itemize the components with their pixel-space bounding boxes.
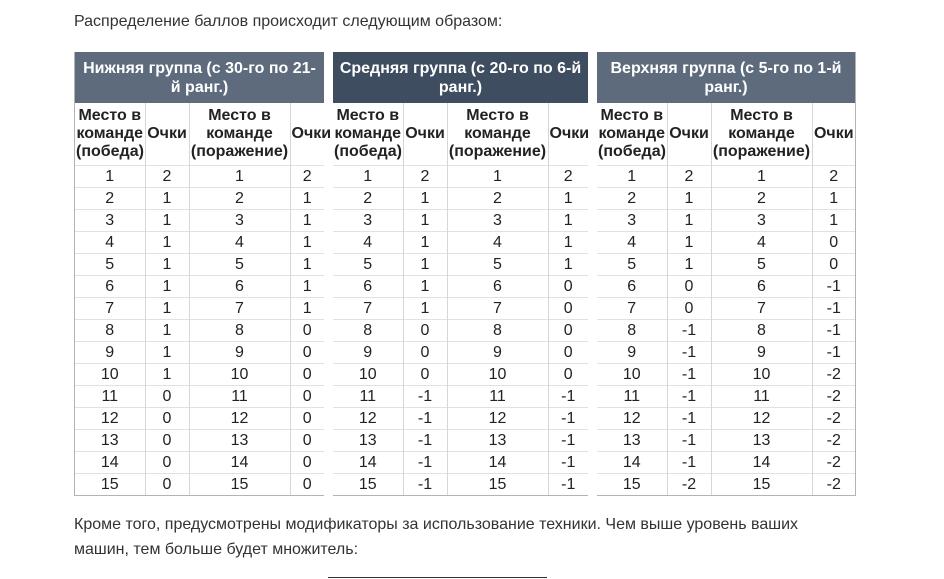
cell-place-loss: 6 [711, 276, 812, 298]
cell-points-win: 1 [145, 298, 189, 320]
cell-points-loss: -2 [812, 474, 855, 496]
cell-place-win: 8 [597, 320, 667, 342]
cell-place-win: 4 [75, 232, 145, 254]
table-row [75, 210, 324, 232]
cell-points-loss: 0 [548, 364, 588, 386]
cell-points-win: -2 [667, 474, 711, 496]
cell-points-loss: 1 [812, 210, 855, 232]
cell-place-win: 11 [597, 386, 667, 408]
cell-points-win: 0 [403, 320, 447, 342]
cell-place-win: 13 [597, 430, 667, 452]
col-place-win: Место в команде (победа) [333, 103, 403, 166]
table-row [597, 408, 855, 430]
table-row [597, 386, 855, 408]
cell-place-win: 4 [333, 232, 403, 254]
cell-place-loss: 11 [189, 386, 290, 408]
group-lower [74, 52, 333, 496]
cell-points-loss: -1 [812, 276, 855, 298]
cell-points-win: -1 [667, 364, 711, 386]
cell-place-win: 12 [75, 408, 145, 430]
cell-place-win: 8 [333, 320, 403, 342]
cell-place-loss: 1 [189, 166, 290, 188]
table-row [75, 320, 324, 342]
cell-place-win: 1 [75, 166, 145, 188]
cell-points-win: 0 [145, 474, 189, 496]
cell-place-loss: 15 [447, 474, 548, 496]
table-row [597, 254, 855, 276]
cell-place-loss: 7 [447, 298, 548, 320]
cell-points-loss: 0 [290, 452, 324, 474]
cell-points-win: 1 [145, 320, 189, 342]
cell-points-win: -1 [667, 452, 711, 474]
cell-points-win: -1 [403, 430, 447, 452]
cell-points-win: 0 [145, 408, 189, 430]
cell-place-loss: 10 [447, 364, 548, 386]
table-row [333, 320, 588, 342]
cell-points-loss: 2 [290, 166, 324, 188]
cell-points-loss: -2 [812, 430, 855, 452]
cell-place-loss: 12 [711, 408, 812, 430]
cell-place-loss: 12 [447, 408, 548, 430]
cell-place-win: 6 [597, 276, 667, 298]
table-row [333, 364, 588, 386]
table-row [75, 386, 324, 408]
cell-points-win: 0 [145, 430, 189, 452]
cell-points-loss: 0 [548, 298, 588, 320]
table-row [75, 430, 324, 452]
cell-place-win: 15 [597, 474, 667, 496]
table-row [75, 408, 324, 430]
divider-line [328, 577, 547, 578]
table-row [597, 364, 855, 386]
table-row [597, 210, 855, 232]
table-row [333, 474, 588, 496]
cell-place-loss: 8 [189, 320, 290, 342]
cell-points-loss: 0 [548, 342, 588, 364]
table-row [333, 210, 588, 232]
cell-place-loss: 3 [189, 210, 290, 232]
cell-points-loss: -2 [812, 386, 855, 408]
cell-place-loss: 13 [189, 430, 290, 452]
col-place-loss: Место в команде (поражение) [189, 103, 290, 166]
cell-points-win: 1 [145, 364, 189, 386]
cell-place-loss: 9 [189, 342, 290, 364]
cell-points-win: 1 [667, 232, 711, 254]
cell-points-loss: 0 [290, 386, 324, 408]
cell-place-win: 12 [333, 408, 403, 430]
cell-place-loss: 2 [189, 188, 290, 210]
cell-points-win: 1 [145, 342, 189, 364]
cell-points-win: -1 [667, 320, 711, 342]
cell-points-loss: -1 [548, 430, 588, 452]
cell-place-loss: 5 [189, 254, 290, 276]
cell-points-win: -1 [667, 408, 711, 430]
col-points-win: Очки [667, 103, 711, 166]
group-middle [333, 52, 597, 496]
cell-place-win: 14 [333, 452, 403, 474]
cell-place-win: 15 [75, 474, 145, 496]
cell-place-loss: 5 [711, 254, 812, 276]
cell-points-loss: 2 [548, 166, 588, 188]
cell-place-loss: 12 [189, 408, 290, 430]
cell-points-win: 1 [403, 298, 447, 320]
cell-points-loss: -1 [548, 386, 588, 408]
cell-points-loss: -1 [548, 474, 588, 496]
cell-points-loss: -2 [812, 364, 855, 386]
table-row [75, 254, 324, 276]
cell-place-win: 14 [75, 452, 145, 474]
points-table [597, 103, 855, 496]
cell-points-win: 1 [145, 188, 189, 210]
cell-place-win: 3 [597, 210, 667, 232]
cell-place-win: 2 [597, 188, 667, 210]
table-row [333, 342, 588, 364]
cell-points-loss: -1 [812, 320, 855, 342]
table-row [75, 364, 324, 386]
cell-place-win: 5 [597, 254, 667, 276]
cell-points-win: -1 [667, 342, 711, 364]
table-row [333, 232, 588, 254]
cell-points-win: 1 [145, 276, 189, 298]
table-row [333, 408, 588, 430]
cell-points-loss: 0 [812, 254, 855, 276]
cell-place-loss: 14 [189, 452, 290, 474]
cell-points-win: 0 [667, 298, 711, 320]
table-header-row [75, 103, 324, 166]
cell-points-loss: 0 [290, 474, 324, 496]
cell-points-win: -1 [403, 386, 447, 408]
cell-place-win: 14 [597, 452, 667, 474]
cell-points-loss: 1 [290, 298, 324, 320]
cell-points-win: 0 [403, 342, 447, 364]
cell-place-loss: 2 [711, 188, 812, 210]
cell-place-win: 1 [597, 166, 667, 188]
cell-points-loss: 1 [290, 232, 324, 254]
group-header: Нижняя группа (с 30-го по 21-й ранг.) [75, 52, 324, 103]
intro-text: Распределение баллов происходит следующим образом: [74, 13, 503, 30]
cell-place-win: 5 [75, 254, 145, 276]
table-row [75, 452, 324, 474]
cell-points-win: 1 [403, 232, 447, 254]
cell-place-loss: 11 [711, 386, 812, 408]
table-row [333, 276, 588, 298]
table-row [333, 430, 588, 452]
cell-points-win: 1 [145, 254, 189, 276]
cell-points-win: 1 [145, 232, 189, 254]
table-row [333, 452, 588, 474]
cell-place-loss: 4 [711, 232, 812, 254]
cell-place-loss: 14 [711, 452, 812, 474]
cell-points-win: 1 [403, 188, 447, 210]
cell-place-win: 9 [333, 342, 403, 364]
cell-place-win: 3 [333, 210, 403, 232]
cell-points-loss: -1 [812, 342, 855, 364]
table-row [75, 276, 324, 298]
cell-points-loss: 2 [812, 166, 855, 188]
table-row [75, 166, 324, 188]
table-row [597, 452, 855, 474]
cell-points-loss: 1 [290, 276, 324, 298]
col-points-win: Очки [403, 103, 447, 166]
cell-points-loss: -2 [812, 452, 855, 474]
cell-place-loss: 9 [711, 342, 812, 364]
cell-place-loss: 15 [189, 474, 290, 496]
cell-points-win: 2 [667, 166, 711, 188]
cell-points-loss: 1 [290, 254, 324, 276]
cell-points-loss: -1 [548, 408, 588, 430]
table-header-row [333, 103, 588, 166]
group-upper [597, 52, 856, 496]
cell-points-loss: 1 [548, 210, 588, 232]
cell-place-win: 2 [75, 188, 145, 210]
cell-place-win: 5 [333, 254, 403, 276]
cell-points-loss: 0 [290, 430, 324, 452]
cell-points-loss: 1 [812, 188, 855, 210]
cell-place-loss: 1 [711, 166, 812, 188]
table-row [75, 474, 324, 496]
cell-place-win: 12 [597, 408, 667, 430]
cell-points-loss: -1 [548, 452, 588, 474]
cell-points-win: 1 [403, 210, 447, 232]
cell-points-win: 1 [667, 210, 711, 232]
cell-place-win: 10 [333, 364, 403, 386]
cell-place-loss: 8 [711, 320, 812, 342]
cell-place-loss: 3 [447, 210, 548, 232]
cell-points-loss: 1 [290, 210, 324, 232]
cell-points-loss: 0 [290, 408, 324, 430]
table-row [597, 430, 855, 452]
col-points-win: Очки [145, 103, 189, 166]
table-row [597, 232, 855, 254]
col-points-loss: Очки [549, 125, 590, 142]
group-header: Верхняя группа (с 5-го по 1-й ранг.) [597, 52, 855, 103]
cell-place-loss: 10 [189, 364, 290, 386]
cell-place-win: 8 [75, 320, 145, 342]
cell-place-loss: 10 [711, 364, 812, 386]
table-header-row [597, 103, 855, 166]
cell-points-win: 0 [145, 386, 189, 408]
cell-place-win: 15 [333, 474, 403, 496]
cell-place-loss: 3 [711, 210, 812, 232]
cell-points-loss: 0 [290, 320, 324, 342]
cell-points-win: -1 [403, 474, 447, 496]
table-row [597, 474, 855, 496]
cell-points-win: 2 [403, 166, 447, 188]
cell-points-win: 2 [145, 166, 189, 188]
cell-place-win: 3 [75, 210, 145, 232]
cell-place-win: 11 [333, 386, 403, 408]
cell-points-win: 0 [145, 452, 189, 474]
cell-place-loss: 7 [711, 298, 812, 320]
outro-text: Кроме того, предусмотрены модификаторы за использование техники. Чем выше уровень ваших машин, тем больше будет множитель: [74, 516, 799, 558]
cell-points-loss: 0 [548, 320, 588, 342]
cell-place-loss: 13 [711, 430, 812, 452]
table-row [333, 386, 588, 408]
cell-points-win: 1 [667, 188, 711, 210]
cell-place-win: 11 [75, 386, 145, 408]
table-row [597, 320, 855, 342]
cell-place-win: 6 [333, 276, 403, 298]
table-row [75, 342, 324, 364]
cell-place-win: 1 [333, 166, 403, 188]
cell-place-loss: 2 [447, 188, 548, 210]
cell-points-loss: 0 [290, 342, 324, 364]
table-row [75, 298, 324, 320]
cell-points-loss: 1 [290, 188, 324, 210]
cell-place-win: 10 [597, 364, 667, 386]
cell-place-loss: 14 [447, 452, 548, 474]
col-place-win: Место в команде (победа) [75, 103, 145, 166]
col-points-loss: Очки [813, 125, 854, 142]
cell-place-loss: 15 [711, 474, 812, 496]
cell-points-win: 1 [403, 276, 447, 298]
cell-place-win: 10 [75, 364, 145, 386]
table-row [597, 166, 855, 188]
cell-place-win: 2 [333, 188, 403, 210]
cell-points-loss: 0 [548, 276, 588, 298]
cell-points-loss: -1 [812, 298, 855, 320]
cell-place-loss: 1 [447, 166, 548, 188]
cell-place-loss: 11 [447, 386, 548, 408]
cell-place-win: 9 [597, 342, 667, 364]
points-distribution-tables [74, 52, 865, 496]
table-row [75, 232, 324, 254]
table-row [597, 342, 855, 364]
cell-place-win: 7 [597, 298, 667, 320]
cell-place-win: 9 [75, 342, 145, 364]
cell-place-loss: 7 [189, 298, 290, 320]
cell-points-win: -1 [403, 408, 447, 430]
cell-place-loss: 13 [447, 430, 548, 452]
cell-points-loss: 0 [812, 232, 855, 254]
cell-place-loss: 4 [189, 232, 290, 254]
cell-points-win: 0 [667, 276, 711, 298]
cell-points-win: -1 [667, 430, 711, 452]
cell-points-loss: 1 [548, 254, 588, 276]
col-place-win: Место в команде (победа) [597, 103, 667, 166]
cell-points-win: 0 [403, 364, 447, 386]
cell-place-loss: 6 [189, 276, 290, 298]
cell-place-win: 13 [75, 430, 145, 452]
table-row [333, 188, 588, 210]
cell-points-win: -1 [667, 386, 711, 408]
cell-place-loss: 8 [447, 320, 548, 342]
cell-points-win: -1 [403, 452, 447, 474]
points-table [75, 103, 332, 496]
cell-place-loss: 6 [447, 276, 548, 298]
points-table [333, 103, 588, 496]
group-header: Средняя группа (с 20-го по 6-й ранг.) [333, 52, 588, 103]
cell-points-win: 1 [145, 210, 189, 232]
cell-place-loss: 4 [447, 232, 548, 254]
cell-place-loss: 5 [447, 254, 548, 276]
cell-place-loss: 9 [447, 342, 548, 364]
table-row [597, 298, 855, 320]
cell-place-win: 7 [75, 298, 145, 320]
col-place-loss: Место в команде (поражение) [711, 103, 812, 166]
cell-place-win: 6 [75, 276, 145, 298]
cell-points-loss: 0 [290, 364, 324, 386]
table-row [597, 276, 855, 298]
table-row [597, 188, 855, 210]
cell-points-loss: 1 [548, 188, 588, 210]
table-row [75, 188, 324, 210]
cell-points-loss: 1 [548, 232, 588, 254]
cell-place-win: 7 [333, 298, 403, 320]
table-row [333, 166, 588, 188]
table-row [333, 254, 588, 276]
col-points-loss: Очки [291, 125, 332, 142]
cell-points-win: 1 [667, 254, 711, 276]
cell-place-win: 4 [597, 232, 667, 254]
table-row [333, 298, 588, 320]
col-place-loss: Место в команде (поражение) [447, 103, 548, 166]
cell-points-loss: -2 [812, 408, 855, 430]
cell-points-win: 1 [403, 254, 447, 276]
cell-place-win: 13 [333, 430, 403, 452]
